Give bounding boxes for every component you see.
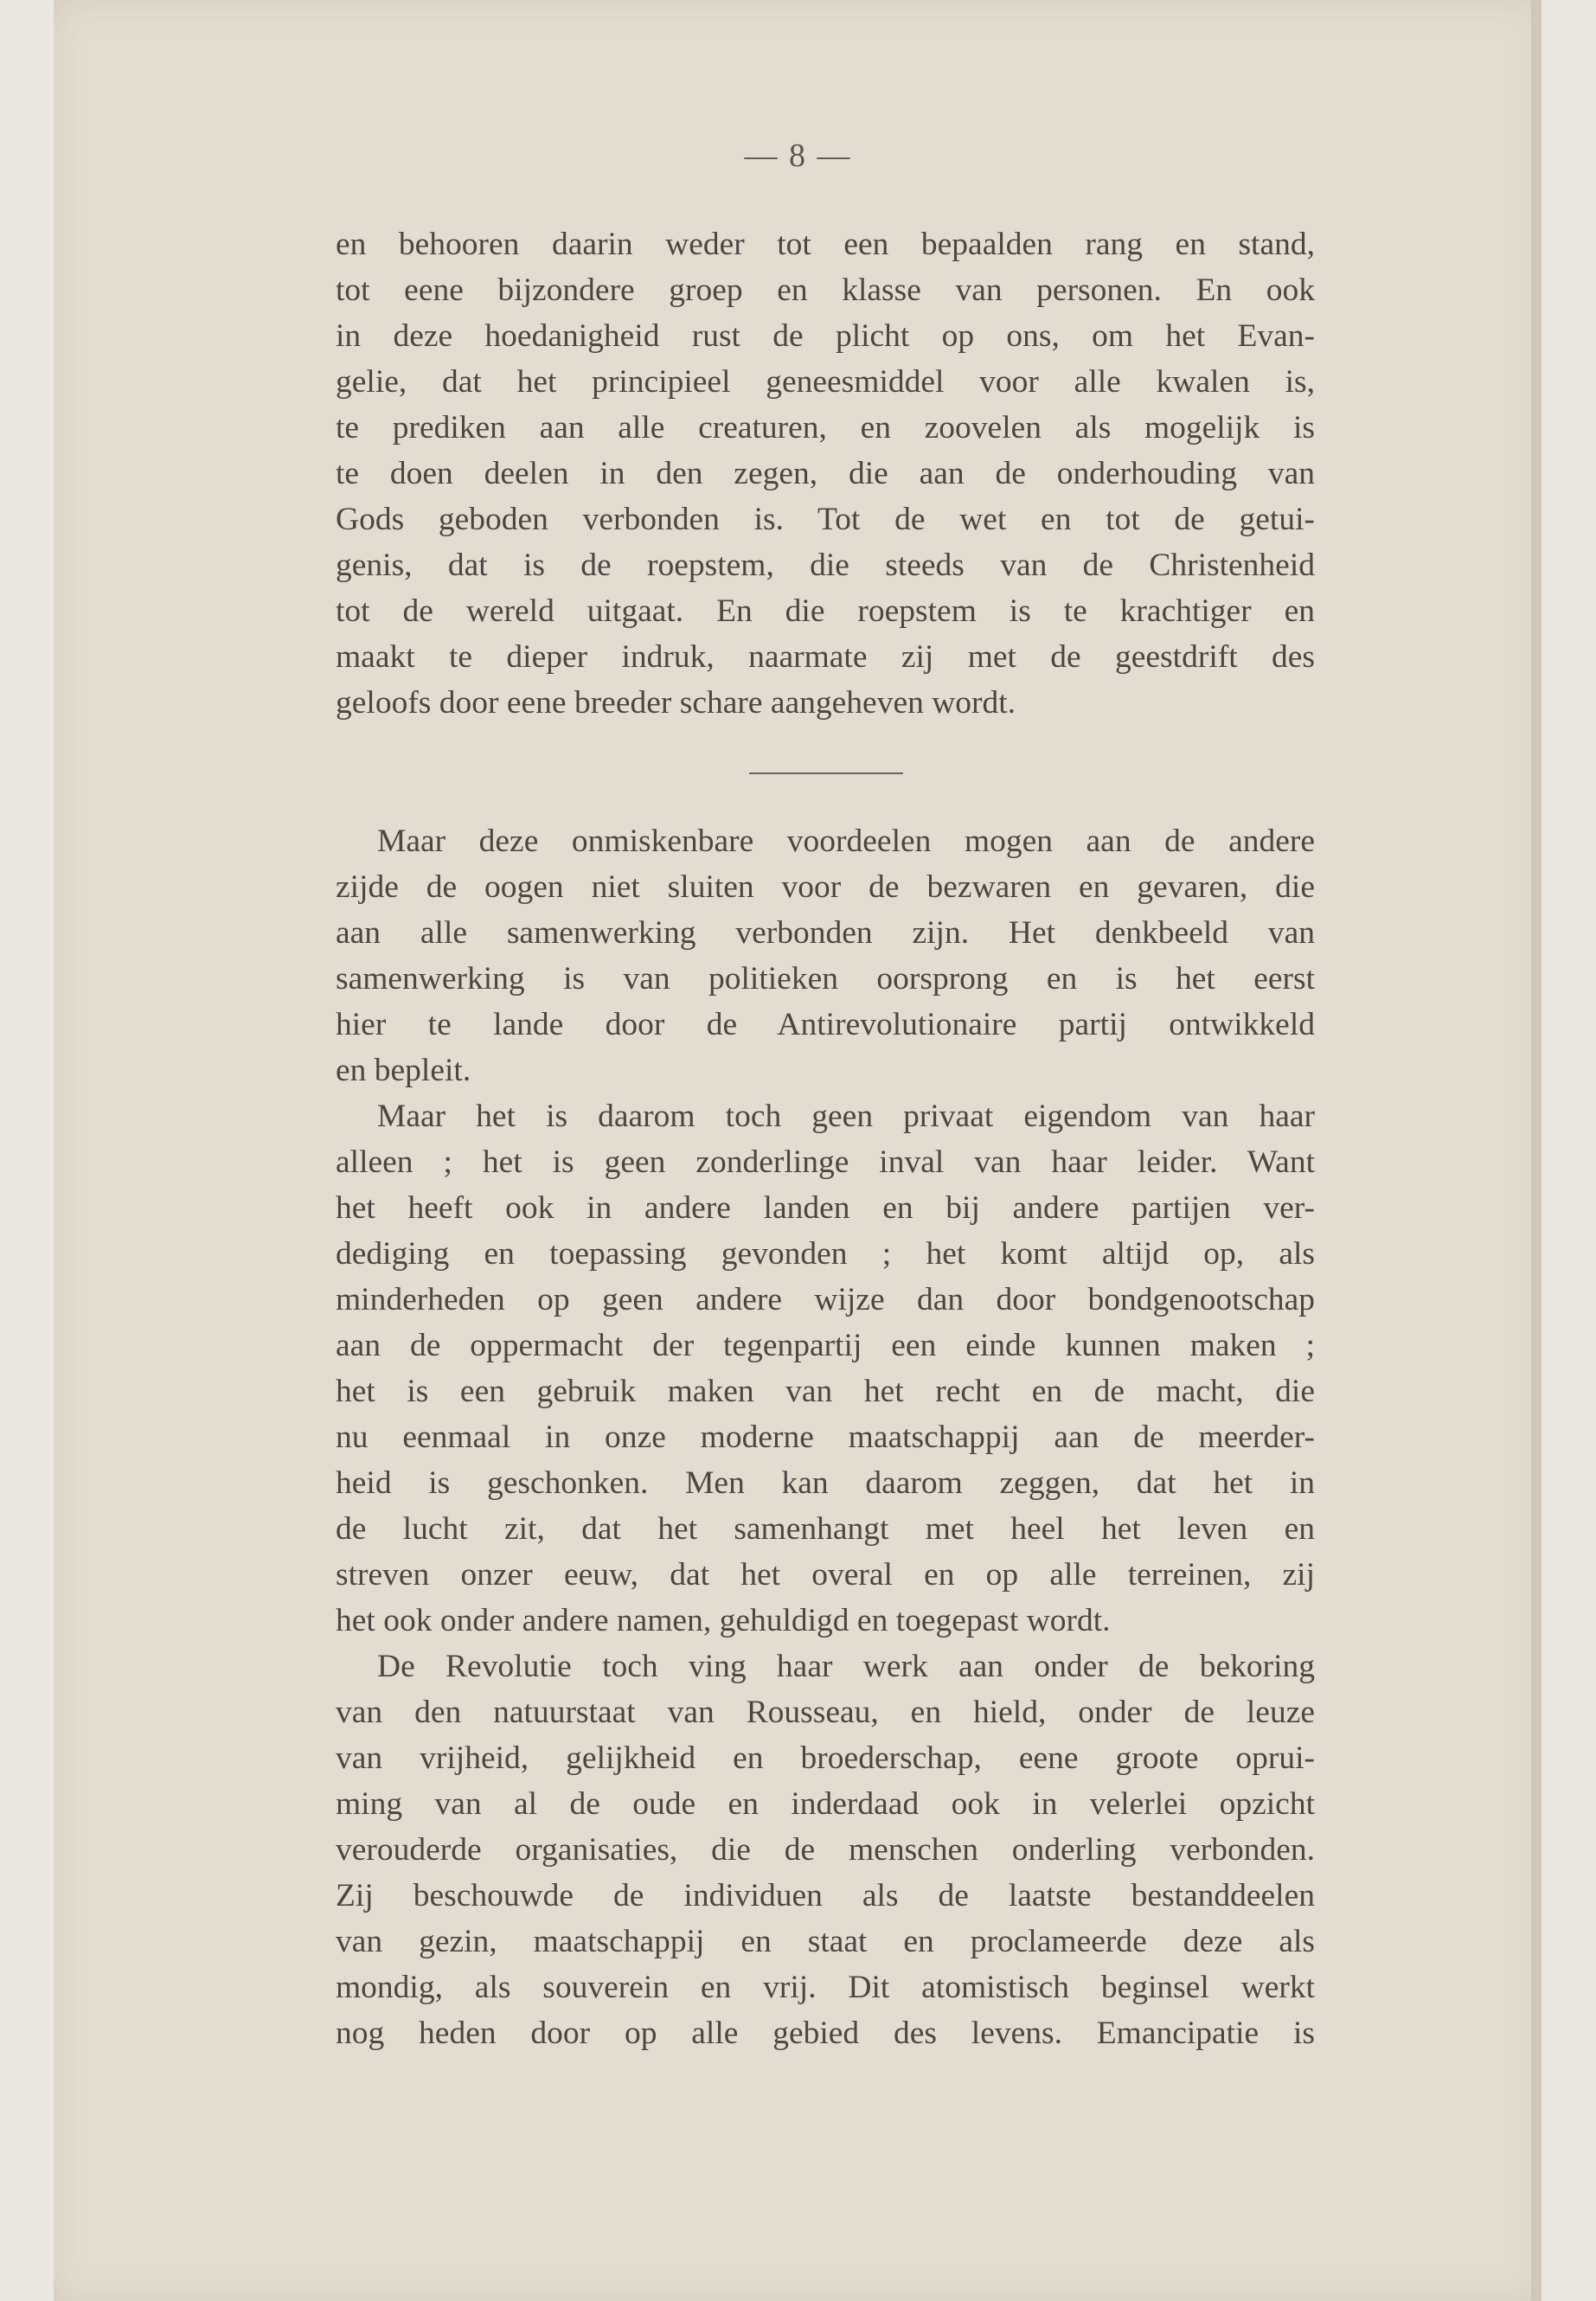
- text-line: tot de wereld uitgaat. En die roepstem is te krachtiger en: [336, 593, 1315, 629]
- text-line: genis, dat is de roepstem, die steeds van de Christenheid: [336, 548, 1315, 583]
- text-line: nog heden door op alle gebied des levens. Emancipatie is: [336, 2016, 1315, 2051]
- text-line: te prediken aan alle creaturen, en zoovelen als mogelijk is: [336, 410, 1315, 445]
- text-line: te doen deelen in den zegen, die aan de onderhouding van: [336, 456, 1315, 491]
- text-line: mondig, als souverein en vrij. Dit atomistisch beginsel werkt: [336, 1970, 1315, 2005]
- paragraph-4: [336, 1644, 1315, 2056]
- text-line: Zij beschouwde de individuen als de laatste bestanddeelen: [336, 1878, 1315, 1913]
- text-line: gelie, dat het principieel geneesmiddel voor alle kwalen is,: [336, 364, 1315, 400]
- text-line: Maar deze onmiskenbare voordeelen mogen aan de andere: [377, 824, 1315, 859]
- text-line: streven onzer eeuw, dat het overal en op alle terreinen, zij: [336, 1557, 1315, 1593]
- paragraph-1: [336, 221, 1315, 726]
- text-line: Gods geboden verbonden is. Tot de wet en tot de getui-: [336, 502, 1315, 537]
- text-line: maakt te dieper indruk, naarmate zij met de geestdrift des: [336, 639, 1315, 675]
- page-edge: [1531, 0, 1542, 2301]
- text-line: de lucht zit, dat het samenhangt met heel het leven en: [336, 1511, 1315, 1547]
- text-line: het is een gebruik maken van het recht en de macht, die: [336, 1374, 1315, 1409]
- text-line: het heeft ook in andere landen en bij andere partijen ver-: [336, 1190, 1315, 1226]
- section-divider: [749, 772, 903, 774]
- text-line: en behooren daarin weder tot een bepaalden rang en stand,: [336, 227, 1315, 262]
- text-line: heid is geschonken. Men kan daarom zeggen, dat het in: [336, 1465, 1315, 1501]
- text-line: het ook onder andere namen, gehuldigd en toegepast wordt.: [336, 1603, 1111, 1638]
- page-number: — 8 —: [744, 138, 852, 174]
- paragraph-3: [336, 1093, 1315, 1644]
- text-line: tot eene bijzondere groep en klasse van personen. En ook: [336, 272, 1315, 308]
- text-line: aan de oppermacht der tegenpartij een einde kunnen maken ;: [336, 1328, 1315, 1363]
- text-block-main: [336, 818, 1315, 2056]
- text-line: van gezin, maatschappij en staat en proclameerde deze als: [336, 1924, 1315, 1959]
- text-line: in deze hoedanigheid rust de plicht op ons, om het Evan-: [336, 318, 1315, 354]
- text-line: en bepleit.: [336, 1053, 471, 1088]
- text-block-top: [336, 221, 1315, 726]
- text-line: De Revolutie toch ving haar werk aan onder de bekoring: [377, 1649, 1315, 1684]
- text-line: dediging en toepassing gevonden ; het komt altijd op, als: [336, 1236, 1315, 1272]
- text-line: samenwerking is van politieken oorsprong en is het eerst: [336, 961, 1315, 997]
- text-line: verouderde organisaties, die de menschen onderling verbonden.: [336, 1832, 1315, 1868]
- text-line: van den natuurstaat van Rousseau, en hield, onder de leuze: [336, 1695, 1315, 1730]
- text-line: alleen ; het is geen zonderlinge inval van haar leider. Want: [336, 1144, 1315, 1180]
- paragraph-2: [336, 818, 1315, 1093]
- text-line: zijde de oogen niet sluiten voor de bezwaren en gevaren, die: [336, 869, 1315, 905]
- text-line: hier te lande door de Antirevolutionaire partij ontwikkeld: [336, 1007, 1315, 1042]
- text-line: van vrijheid, gelijkheid en broederschap, eene groote opruі-: [336, 1740, 1315, 1776]
- text-line: aan alle samenwerking verbonden zijn. Het denkbeeld van: [336, 915, 1315, 951]
- text-line: geloofs door eene breeder schare aangeheven wordt.: [336, 685, 1016, 721]
- text-line: nu eenmaal in onze moderne maatschappij aan de meerder-: [336, 1420, 1315, 1455]
- text-line: Maar het is daarom toch geen privaat eigendom van haar: [377, 1099, 1315, 1134]
- text-line: minderheden op geen andere wijze dan door bondgenootschap: [336, 1282, 1315, 1317]
- text-line: ming van al de oude en inderdaad ook in velerlei opzicht: [336, 1786, 1315, 1822]
